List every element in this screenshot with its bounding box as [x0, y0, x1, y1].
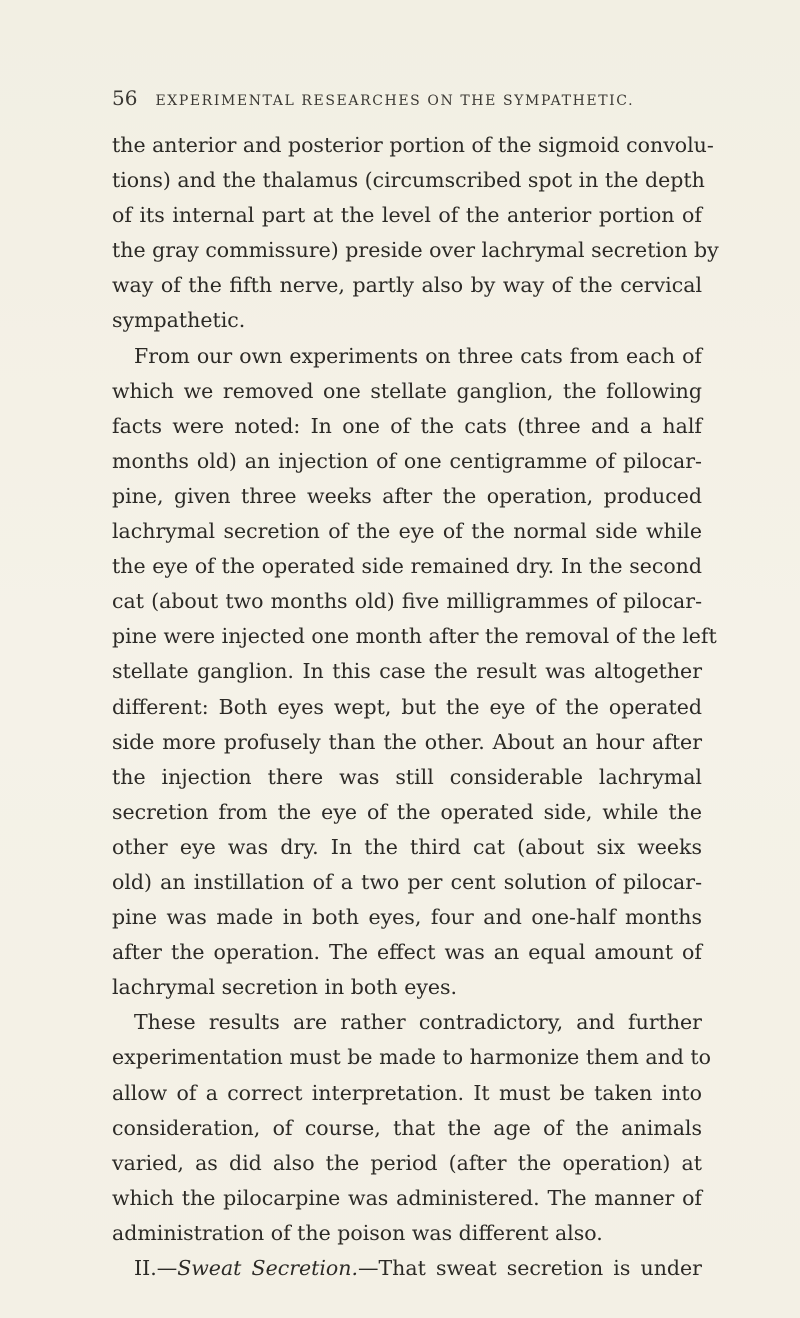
text-line: consideration, of course, that the age of the animals: [112, 1115, 702, 1140]
section-lead-text: —That sweat secretion is under: [357, 1256, 702, 1280]
text-line: the gray commissure) preside over lachrymal secretion by: [112, 238, 719, 263]
text-line: tions) and the thalamus (circumscribed spot in the depth: [112, 168, 705, 193]
text-line: different: Both eyes wept, but the eye of the operated: [112, 694, 702, 719]
text-line: experimentation must be made to harmonize them and to: [112, 1045, 711, 1070]
body-text: [112, 128, 719, 1286]
text-line: months old) an injection of one centigramme of pilocar-: [112, 448, 702, 473]
running-title: EXPERIMENTAL RESEARCHES ON THE SYMPATHETIC.: [155, 93, 635, 109]
text-line: the injection there was still considerable lachrymal: [112, 764, 702, 789]
text-line: sympathetic.: [112, 308, 246, 333]
section-heading-line: [112, 1251, 702, 1286]
text-line: These results are rather contradictory, and further: [134, 1010, 702, 1035]
text-line: pine were injected one month after the removal of the left: [112, 624, 717, 649]
text-line: way of the fifth nerve, partly also by way of the cervical: [112, 273, 702, 298]
text-line: other eye was dry. In the third cat (about six weeks: [112, 834, 702, 859]
text-line: the anterior and posterior portion of the sigmoid convolu-: [112, 133, 714, 157]
text-line: facts were noted: In one of the cats (three and a half: [112, 413, 702, 438]
text-line: lachrymal secretion of the eye of the normal side while: [112, 519, 702, 544]
text-line: side more profusely than the other. About an hour after: [112, 729, 702, 754]
running-head: [112, 86, 672, 113]
section-title: Sweat Secretion.: [177, 1256, 358, 1280]
text-line: which we removed one stellate ganglion, the following: [112, 378, 702, 403]
text-line: which the pilocarpine was administered. The manner of: [112, 1185, 702, 1210]
text-line: pine was made in both eyes, four and one-half months: [112, 905, 702, 930]
text-line: From our own experiments on three cats from each of: [134, 343, 702, 368]
text-line: of its internal part at the level of the anterior portion of: [112, 203, 702, 228]
text-line: cat (about two months old) five milligrammes of pilocar-: [112, 589, 702, 614]
section-number: II.—: [134, 1256, 178, 1280]
text-line: administration of the poison was different also.: [112, 1220, 603, 1245]
text-line: varied, as did also the period (after the operation) at: [112, 1150, 702, 1175]
text-line: stellate ganglion. In this case the result was altogether: [112, 659, 702, 684]
text-line: lachrymal secretion in both eyes.: [112, 975, 458, 1000]
text-line: after the operation. The effect was an equal amount of: [112, 940, 702, 965]
text-line: pine, given three weeks after the operation, produced: [112, 483, 702, 508]
page-number: 56: [112, 86, 138, 110]
text-line: allow of a correct interpretation. It must be taken into: [112, 1080, 702, 1105]
text-line: secretion from the eye of the operated side, while the: [112, 799, 702, 824]
text-line: the eye of the operated side remained dry. In the second: [112, 554, 702, 579]
text-line: old) an instillation of a two per cent solution of pilocar-: [112, 869, 702, 894]
